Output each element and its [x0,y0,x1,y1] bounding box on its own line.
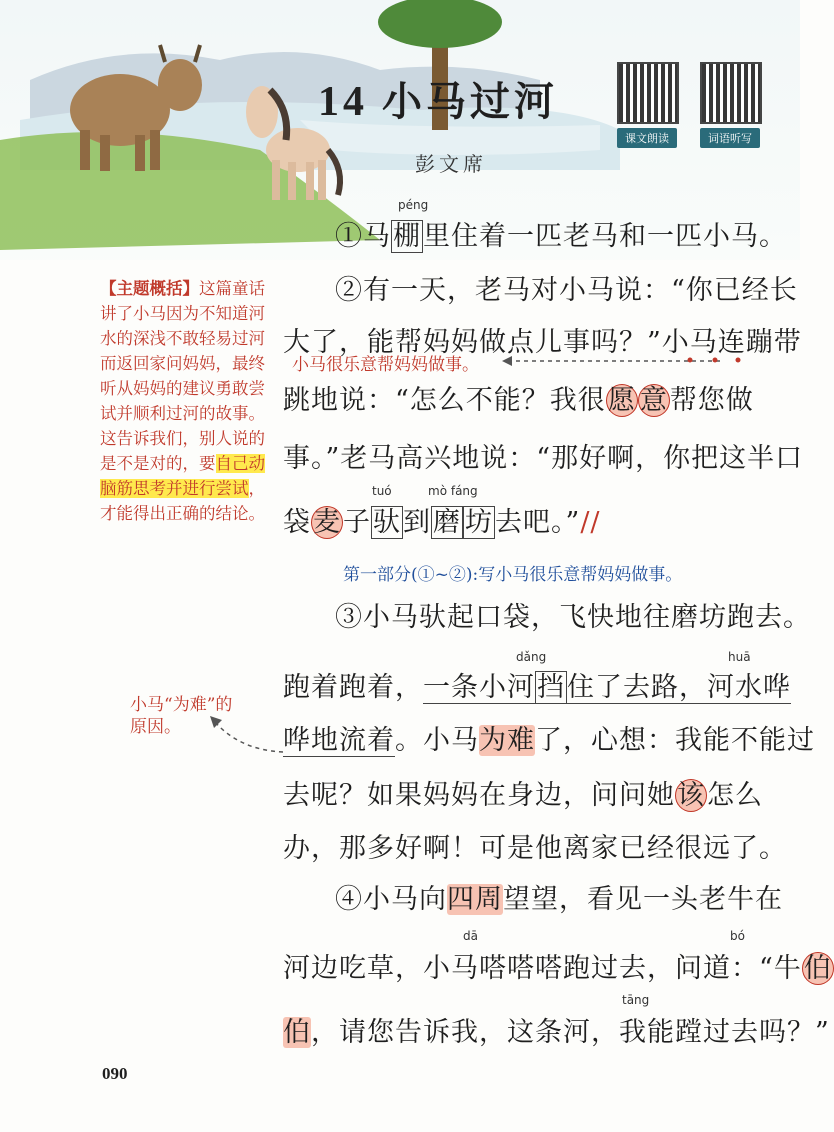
section-break-mark: // [580,507,601,538]
pinyin-mofang: mò fáng [428,484,478,498]
circled-char: 愿 [607,385,636,416]
text-fragment: ，请您告诉我，这条河，我能蹚过去吗？” [311,1017,830,1048]
boxed-char: 棚 [393,221,421,252]
lesson-number: 14 [318,79,368,125]
text-fragment: 里住着一匹老马和一匹小马。 [423,221,787,252]
text-fragment: 跑着跑着， [283,672,423,703]
note-reason-line-1: 小马“为难”的 [130,695,233,715]
note-willing: 小马很乐意帮妈妈做事。 [292,355,479,375]
qr-dictation-label: 词语听写 [700,128,760,148]
theme-summary-text-1: 这篇童话讲了小马因为不知道河水的深浅不敢轻易过河而返回家问妈妈，最终听从妈妈的建议勇敢尝试并顺利过河的故事。这告诉我们，别人说的是不是对的，要 [100,279,265,473]
text-line-11: 办，那多好啊！可是他离家已经很远了。 [283,833,787,864]
text-fragment: 去吧。” [495,507,581,538]
underlined-text: 住了去路，河水哗 [567,672,791,703]
circled-char: 麦 [313,507,341,538]
text-fragment: 。小马 [395,725,479,756]
text-line-3: 大了，能帮妈妈做点儿事吗？”小马连蹦带 [283,327,802,358]
page-number: 090 [102,1064,128,1083]
circled-char: 意 [639,385,668,416]
highlighted-word: 为难 [479,725,535,756]
note-reason-line-2: 原因。 [130,717,181,737]
text-fragment: 河边吃草，小马嗒嗒嗒跑过去，问道：“牛 [283,953,802,984]
author: 彭文席 [415,152,487,176]
lesson-title-text: 小马过河 [382,78,558,125]
pinyin-bo: bó [730,929,745,943]
text-fragment: ④小马向 [335,884,447,915]
theme-summary-highlight: 自己动脑筋思考并进行尝试 [100,454,265,498]
pinyin-hua: huā [728,650,751,664]
pinyin-dang: dǎng [516,650,547,664]
underlined-text: 一条小河 [423,672,535,703]
boxed-char: 坊 [465,507,493,538]
boxed-char: 驮 [373,507,401,538]
text-line-7: ③小马驮起口袋，飞快地往磨坊跑去。 [335,602,811,633]
circled-char: 该 [677,780,705,811]
text-fragment: 跳地说：“怎么不能？我很 [283,385,606,416]
theme-summary-tag: 【主题概括】 [100,279,199,298]
text-fragment: 到 [403,507,431,538]
boxed-char: 挡 [537,672,565,703]
highlighted-char: 伯 [283,1017,311,1048]
text-fragment: 帮您做 [669,385,754,416]
text-fragment: 了，心想：我能不能过 [535,725,815,756]
boxed-char: 磨 [433,507,461,538]
text-line-5: 事。”老马高兴地说：“那好啊，你把这半口 [283,443,804,474]
text-fragment: 子 [343,507,371,538]
text-fragment: 去呢？如果妈妈在身边，问问她 [283,780,675,811]
text-fragment: 望望，看见一头老牛在 [503,884,783,915]
pinyin-tang: tāng [622,993,650,1007]
text-fragment: 怎么 [707,780,763,811]
underlined-text: 哗地流着 [283,725,395,756]
theme-summary-text-2: ，才能得出正确的结论。 [100,479,265,523]
part-one-note: 第一部分(①~②):写小马很乐意帮妈妈做事。 [343,565,683,585]
highlighted-word: 四周 [447,884,503,915]
pinyin-tuo: tuó [372,484,392,498]
circled-char: 伯 [803,953,832,984]
text-fragment: 袋 [283,507,311,538]
pinyin-da: dā [463,929,478,943]
qr-reading-label: 课文朗读 [617,128,677,148]
pinyin-peng: péng [398,198,429,212]
text-fragment: ①马 [335,221,391,252]
text-line-2: ②有一天，老马对小马说：“你已经长 [335,275,798,306]
